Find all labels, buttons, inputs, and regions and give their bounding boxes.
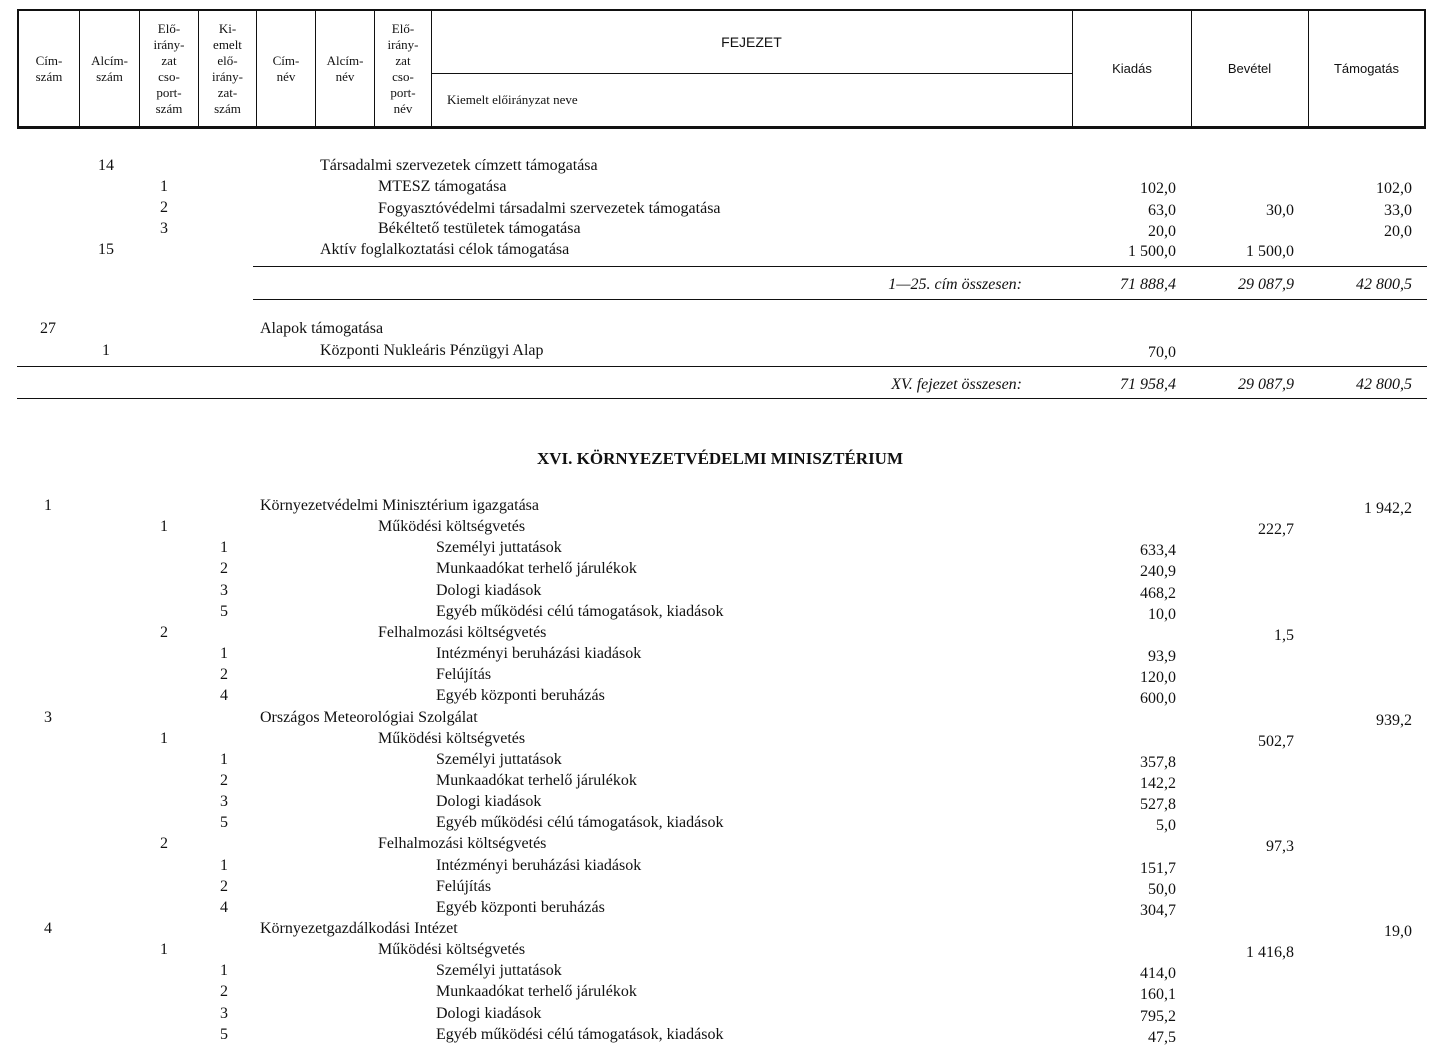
row-name: Felhalmozási költségvetés [378, 835, 547, 852]
eloiranyzat-name: MTESZ támogatása [378, 178, 507, 195]
kiadas-value: 633,4 [1140, 542, 1176, 559]
header-bevetel: Bevétel [1191, 11, 1309, 126]
row-name: Felújítás [436, 878, 492, 895]
eloiranyzat-name: Fogyasztóvédelmi társadalmi szervezetek támogatása [378, 200, 721, 217]
header-cim-szam: Cím- szám [19, 11, 80, 126]
kiadas-value: 240,9 [1140, 563, 1176, 580]
kiemelt-number: 5 [220, 814, 228, 831]
kiadas-value: 120,0 [1140, 669, 1176, 686]
row-name: Intézményi beruházási kiadások [436, 645, 642, 662]
kiadas-value: 527,8 [1140, 796, 1176, 813]
row-name: Munkaadókat terhelő járulékok [436, 560, 637, 577]
kiadas-value: 50,0 [1148, 881, 1176, 898]
header-kiemelt-nev: Kiemelt előirányzat neve [447, 92, 578, 107]
row-name: Munkaadókat terhelő járulékok [436, 983, 637, 1000]
kiadas-value: 20,0 [1148, 223, 1176, 240]
divider [17, 398, 1427, 399]
row-name: Egyéb működési célú támogatások, kiadások [436, 603, 724, 620]
row-name: Személyi juttatások [436, 751, 562, 768]
alcim-number: 15 [98, 241, 114, 258]
kiadas-value: 10,0 [1148, 606, 1176, 623]
alcim-name: Aktív foglalkoztatási célok támogatása [320, 241, 570, 258]
row-name: Környezetgazdálkodási Intézet [260, 920, 458, 937]
cim-number: 3 [44, 709, 52, 726]
eloiranyzat-number: 3 [160, 220, 168, 237]
cim-name: Alapok támogatása [260, 320, 384, 337]
row-name: Működési költségvetés [378, 518, 526, 535]
kiadas-value: 414,0 [1140, 965, 1176, 982]
header-eloiranyzat-csoport-nev: Elő- irány- zat cso- port- név [375, 11, 432, 126]
alcim-number: 1 [102, 342, 110, 359]
kiadas-value: 357,8 [1140, 754, 1176, 771]
cim-number: 4 [44, 920, 52, 937]
header-kiadas: Kiadás [1072, 11, 1192, 126]
tamogatas-value: 33,0 [1384, 202, 1412, 219]
row-name: Felújítás [436, 666, 492, 683]
alcim-name: Központi Nukleáris Pénzügyi Alap [320, 342, 544, 359]
header-tamogatas: Támogatás [1333, 60, 1400, 76]
tamogatas-value: 939,2 [1376, 712, 1412, 729]
kiadas-value: 468,2 [1140, 585, 1176, 602]
cim-number: 27 [40, 320, 56, 337]
row-name: Dologi kiadások [436, 582, 542, 599]
kiemelt-number: 1 [220, 645, 228, 662]
row-name: Működési költségvetés [378, 941, 526, 958]
kiemelt-number: 3 [220, 582, 228, 599]
eloiranyzat-number: 1 [160, 730, 168, 747]
table-header [17, 9, 1426, 129]
kiadas-value: 47,5 [1148, 1029, 1176, 1046]
row-name: Személyi juttatások [436, 962, 562, 979]
kiemelt-number: 2 [220, 772, 228, 789]
kiemelt-number: 5 [220, 603, 228, 620]
kiadas-value: 795,2 [1140, 1008, 1176, 1025]
bevetel-value: 1,5 [1274, 627, 1294, 644]
row-name: Egyéb központi beruházás [436, 899, 605, 916]
chapter-title: XVI. KÖRNYEZETVÉDELMI MINISZTÉRIUM [536, 449, 904, 468]
header-alcim-nev: Alcím- név [316, 11, 375, 126]
row-name: Intézményi beruházási kiadások [436, 857, 642, 874]
kiemelt-number: 3 [220, 793, 228, 810]
tamogatas-value: 19,0 [1384, 923, 1412, 940]
cim-number: 1 [44, 497, 52, 514]
row-name: Dologi kiadások [436, 1005, 542, 1022]
eloiranyzat-number: 2 [160, 624, 168, 641]
row-name: Személyi juttatások [436, 539, 562, 556]
row-name: Környezetvédelmi Minisztérium igazgatása [260, 497, 540, 514]
kiemelt-number: 1 [220, 751, 228, 768]
chapter-total-label: XV. fejezet összesen: [891, 376, 1022, 393]
kiemelt-number: 1 [220, 857, 228, 874]
bevetel-value: 30,0 [1266, 202, 1294, 219]
header-kiemelt-eloiranyzat-szam: Ki- emelt elő- irány- zat- szám [199, 11, 257, 126]
kiadas-value: 160,1 [1140, 986, 1176, 1003]
chapter-total-tamogatas: 42 800,5 [1356, 376, 1412, 393]
kiemelt-number: 1 [220, 539, 228, 556]
kiadas-value: 93,9 [1148, 648, 1176, 665]
header-eloiranyzat-csoport-szam: Elő- irány- zat cso- port- szám [140, 11, 199, 126]
tamogatas-value: 1 942,2 [1364, 500, 1412, 517]
kiadas-value: 304,7 [1140, 902, 1176, 919]
divider [17, 366, 1427, 367]
row-name: Munkaadókat terhelő járulékok [436, 772, 637, 789]
eloiranyzat-name: Békéltető testületek támogatása [378, 220, 581, 237]
chapter-total-bevetel: 29 087,9 [1238, 376, 1294, 393]
bevetel-value: 1 416,8 [1246, 944, 1294, 961]
divider [253, 299, 1427, 300]
bevetel-value: 222,7 [1258, 521, 1294, 538]
kiemelt-number: 2 [220, 560, 228, 577]
eloiranyzat-number: 1 [160, 518, 168, 535]
row-name: Felhalmozási költségvetés [378, 624, 547, 641]
kiadas-value: 70,0 [1148, 344, 1176, 361]
kiadas-value: 102,0 [1140, 180, 1176, 197]
row-name: Dologi kiadások [436, 793, 542, 810]
kiemelt-number: 2 [220, 666, 228, 683]
subtotal-tamogatas: 42 800,5 [1356, 276, 1412, 293]
kiemelt-number: 4 [220, 899, 228, 916]
header-cim-nev: Cím- név [257, 11, 316, 126]
tamogatas-value: 102,0 [1376, 180, 1412, 197]
row-name: Egyéb működési célú támogatások, kiadások [436, 1026, 724, 1043]
bevetel-value: 1 500,0 [1246, 243, 1294, 260]
alcim-name: Társadalmi szervezetek címzett támogatása [320, 157, 598, 174]
alcim-number: 14 [98, 157, 114, 174]
divider [253, 266, 1427, 267]
tamogatas-value: 20,0 [1384, 223, 1412, 240]
eloiranyzat-number: 2 [160, 835, 168, 852]
kiadas-value: 1 500,0 [1128, 243, 1176, 260]
row-name: Országos Meteorológiai Szolgálat [260, 709, 478, 726]
bevetel-value: 97,3 [1266, 838, 1294, 855]
eloiranyzat-number: 1 [160, 941, 168, 958]
kiadas-value: 63,0 [1148, 202, 1176, 219]
row-name: Egyéb központi beruházás [436, 687, 605, 704]
header-fejezet: FEJEZET [431, 11, 1072, 74]
kiemelt-number: 5 [220, 1026, 228, 1043]
row-name: Egyéb működési célú támogatások, kiadások [436, 814, 724, 831]
kiadas-value: 151,7 [1140, 860, 1176, 877]
bevetel-value: 502,7 [1258, 733, 1294, 750]
header-alcim-szam: Alcím- szám [80, 11, 140, 126]
kiemelt-number: 2 [220, 983, 228, 1000]
chapter-total-kiadas: 71 958,4 [1120, 376, 1176, 393]
kiadas-value: 142,2 [1140, 775, 1176, 792]
eloiranyzat-number: 1 [160, 178, 168, 195]
eloiranyzat-number: 2 [160, 199, 168, 216]
kiemelt-number: 1 [220, 962, 228, 979]
subtotal-bevetel: 29 087,9 [1238, 276, 1294, 293]
kiadas-value: 5,0 [1156, 817, 1176, 834]
subtotal-kiadas: 71 888,4 [1120, 276, 1176, 293]
kiemelt-number: 2 [220, 878, 228, 895]
kiemelt-number: 3 [220, 1005, 228, 1022]
subtotal-label: 1—25. cím összesen: [888, 276, 1022, 293]
row-name: Működési költségvetés [378, 730, 526, 747]
kiemelt-number: 4 [220, 687, 228, 704]
kiadas-value: 600,0 [1140, 690, 1176, 707]
